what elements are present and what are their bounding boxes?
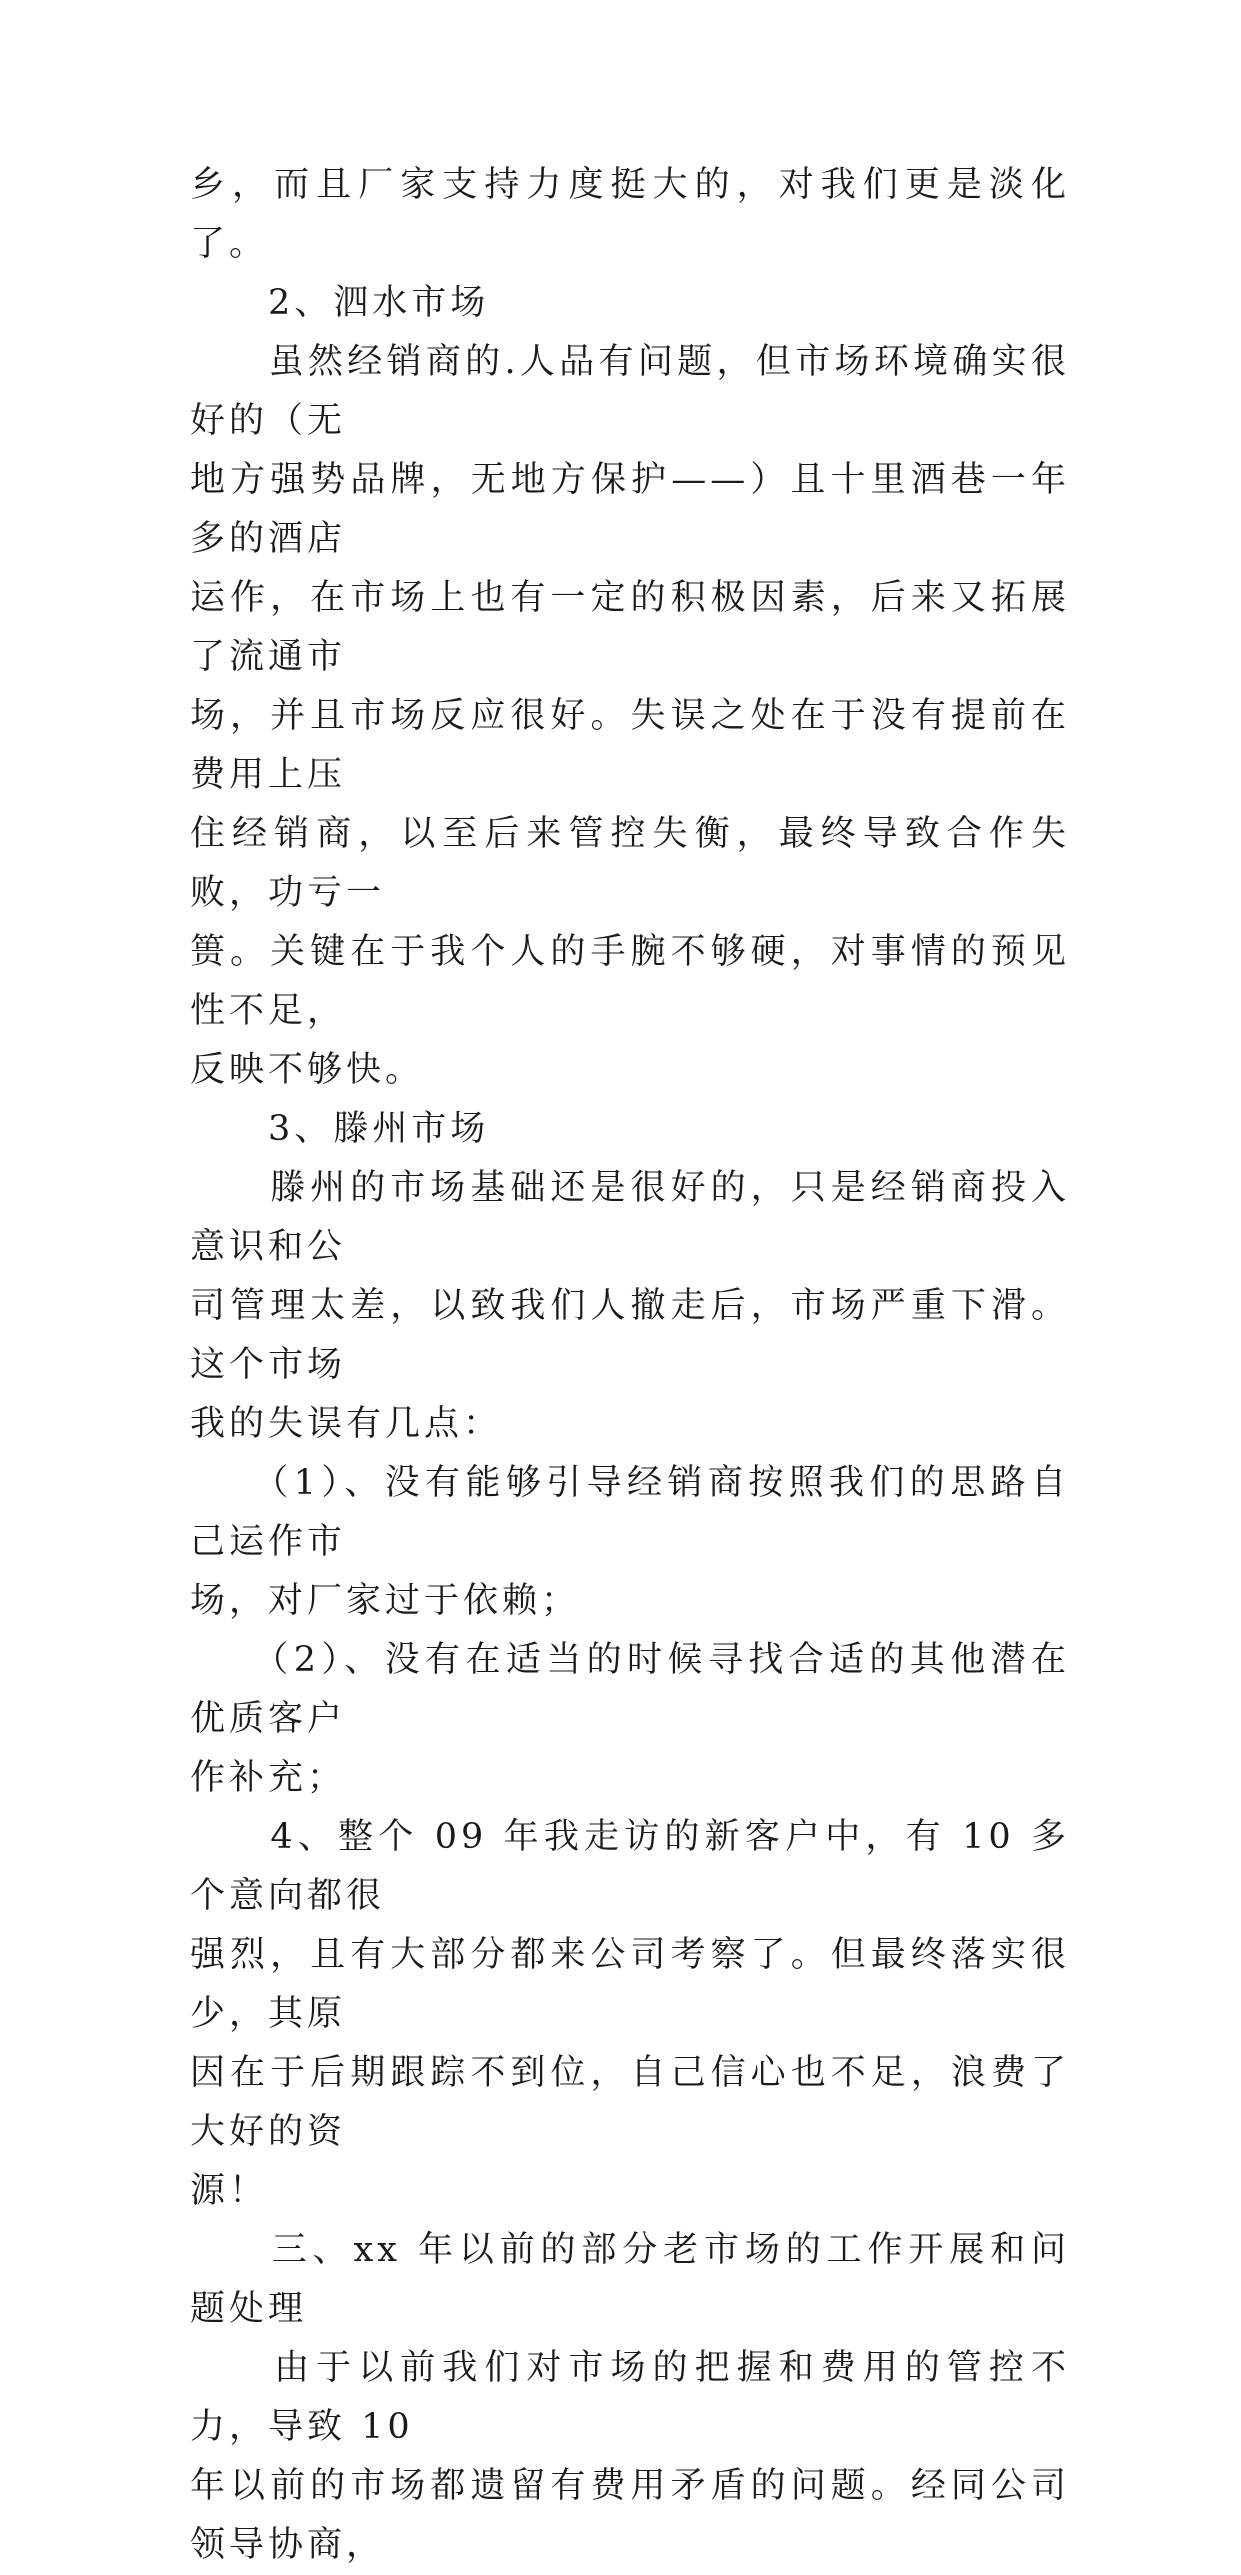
text-line: 年以前的市场都遗留有费用矛盾的问题。经同公司领导协商，: [190, 2466, 1070, 2565]
text-line: 地方强势品牌，无地方保护——）且十里酒巷一年多的酒店: [190, 460, 1070, 559]
text-line: 运作，在市场上也有一定的积极因素，后来又拓展了流通市: [190, 578, 1070, 677]
text-line: 我的失误有几点：: [190, 1404, 503, 1444]
text-line: 反映不够快。: [190, 1050, 425, 1090]
text-line: 三、xx 年以前的部分老市场的工作开展和问题处理: [190, 2230, 1070, 2329]
text-line: 2、泗水市场: [190, 283, 490, 323]
text-line: 作补充；: [190, 1758, 347, 1798]
text-line: 场，并且市场反应很好。失误之处在于没有提前在费用上压: [190, 696, 1070, 795]
text-line: 虽然经销商的.人品有问题，但市场环境确实很好的（无: [190, 342, 1070, 441]
text-line: 源！: [190, 2171, 269, 2211]
text-line: 4、整个 09 年我走访的新客户中，有 10 多个意向都很: [190, 1817, 1070, 1916]
text-line: 因在于后期跟踪不到位，自己信心也不足，浪费了大好的资: [190, 2053, 1070, 2152]
text-line: 篑。关键在于我个人的手腕不够硬，对事情的预见性不足，: [190, 932, 1070, 1031]
text-line: 场，对厂家过于依赖；: [190, 1581, 581, 1621]
text-line: 司管理太差，以致我们人撤走后，市场严重下滑。这个市场: [190, 1286, 1070, 1385]
text-line: 乡，而且厂家支持力度挺大的，对我们更是淡化了。: [190, 165, 1070, 264]
text-line: 住经销商，以至后来管控失衡，最终导致合作失败，功亏一: [190, 814, 1070, 913]
text-line: 滕州的市场基础还是很好的，只是经销商投入意识和公: [190, 1168, 1070, 1267]
text-line: （1）、没有能够引导经销商按照我们的思路自己运作市: [190, 1463, 1070, 1562]
text-line: 由于以前我们对市场的把握和费用的管控不力，导致 10: [190, 2348, 1070, 2447]
document-body: [190, 156, 1070, 2575]
text-line: （2）、没有在适当的时候寻找合适的其他潜在优质客户: [190, 1640, 1070, 1739]
text-line: 3、滕州市场: [190, 1109, 490, 1149]
text-line: 强烈，且有大部分都来公司考察了。但最终落实很少，其原: [190, 1935, 1070, 2034]
